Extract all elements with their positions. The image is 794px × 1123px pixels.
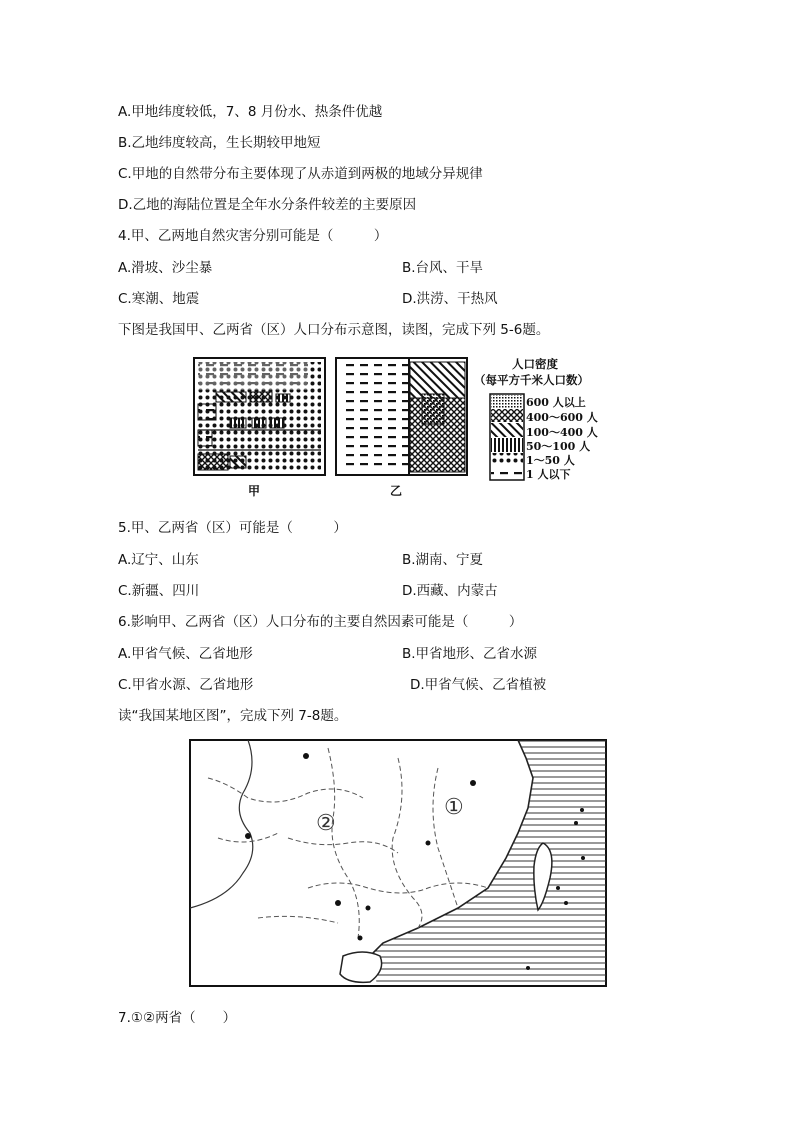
q6-option-a: A.甲省气候、乙省地形: [118, 646, 253, 662]
q3-option-c: C.甲地的自然带分布主要体现了从赤道到两极的地域分异规律: [118, 166, 483, 182]
region-map: [188, 738, 608, 988]
map-label-2: ②: [316, 811, 336, 836]
q6-option-c: C.甲省水源、乙省地形: [118, 677, 254, 693]
map-label-1: ①: [444, 795, 464, 820]
q4-option-a: A.滑坡、沙尘暴: [118, 260, 213, 276]
q5-stem: 5.甲、乙两省（区）可能是（ ）: [118, 520, 347, 536]
legend-title: 人口密度: [512, 357, 558, 371]
legend-item: 1～50 人: [526, 454, 575, 467]
panel-jia-label: 甲: [248, 484, 261, 498]
panel-yi: [336, 358, 467, 475]
panel-jia: [194, 358, 325, 475]
q6-option-b: B.甲省地形、乙省水源: [402, 646, 538, 662]
legend-item: 400～600 人: [526, 411, 598, 424]
q5-option-c: C.新疆、四川: [118, 583, 200, 599]
legend-item: 50～100 人: [526, 440, 591, 453]
region-map-graphic: [188, 738, 608, 988]
legend-swatches: [490, 394, 524, 480]
q5-option-a: A.辽宁、山东: [118, 552, 199, 568]
q3-option-b: B.乙地纬度较高，生长期较甲地短: [118, 135, 321, 151]
legend-subtitle: （每平方千米人口数）: [474, 373, 589, 387]
population-figure: [190, 352, 610, 502]
intro-questions-7-8: 读“我国某地区图”，完成下列 7-8题。: [118, 708, 348, 724]
q3-option-d: D.乙地的海陆位置是全年水分条件较差的主要原因: [118, 197, 417, 213]
q4-option-c: C.寒潮、地震: [118, 291, 200, 307]
q6-option-d: D.甲省气候、乙省植被: [410, 677, 547, 693]
panel-yi-label: 乙: [390, 484, 403, 498]
q5-option-b: B.湖南、宁夏: [402, 552, 484, 568]
legend-item: 100～400 人: [526, 426, 598, 439]
intro-questions-5-6: 下图是我国甲、乙两省（区）人口分布示意图，读图，完成下列 5-6题。: [118, 322, 550, 338]
q4-option-b: B.台风、干旱: [402, 260, 484, 276]
q4-stem: 4.甲、乙两地自然灾害分别可能是（ ）: [118, 228, 388, 244]
q5-option-d: D.西藏、内蒙古: [402, 583, 498, 599]
q3-option-a: A.甲地纬度较低，7、8 月份水、热条件优越: [118, 104, 383, 120]
legend-item: 600 人以上: [526, 396, 586, 409]
q7-stem: 7.①②两省（ ）: [118, 1010, 237, 1026]
legend-item: 1 人以下: [526, 468, 571, 481]
q4-option-d: D.洪涝、干热风: [402, 291, 498, 307]
q6-stem: 6.影响甲、乙两省（区）人口分布的主要自然因素可能是（ ）: [118, 614, 523, 630]
